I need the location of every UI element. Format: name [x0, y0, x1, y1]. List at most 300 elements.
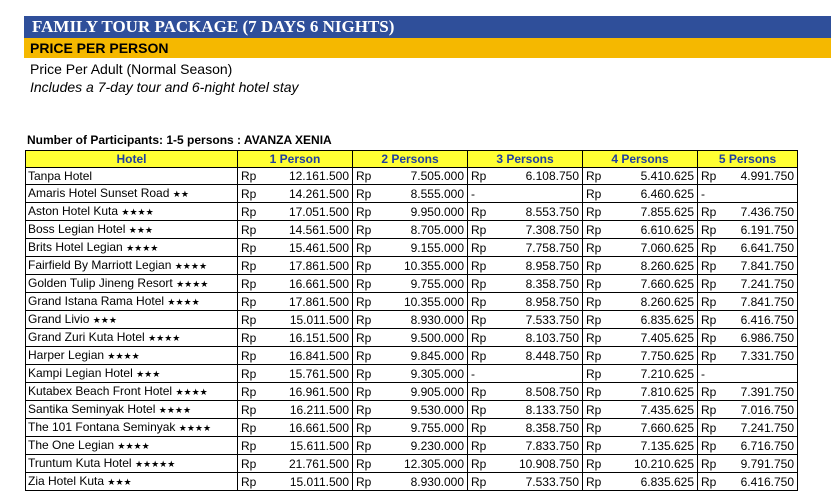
currency-label: Rp — [586, 240, 602, 255]
currency-label: Rp — [701, 438, 717, 453]
table-body — [26, 168, 798, 491]
currency-label: Rp — [356, 204, 372, 219]
price-cell — [238, 168, 353, 185]
currency-label: Rp — [471, 240, 487, 255]
price-cell — [583, 383, 698, 401]
currency-label: Rp — [356, 420, 372, 435]
hotel-name-cell — [26, 473, 238, 491]
currency-label: Rp — [356, 258, 372, 273]
price-value: 10.210.625 — [633, 456, 694, 471]
price-cell — [238, 419, 353, 437]
currency-label: Rp — [701, 240, 717, 255]
star-rating: ★★★★ — [126, 243, 159, 253]
price-value: 7.750.625 — [640, 348, 694, 363]
price-value: 9.230.000 — [410, 438, 464, 453]
currency-label: Rp — [241, 276, 257, 291]
price-cell — [353, 203, 468, 221]
price-cell — [353, 168, 468, 185]
price-value: 5.410.625 — [640, 169, 694, 183]
price-value: 15.611.500 — [289, 438, 349, 453]
currency-label: Rp — [471, 204, 487, 219]
price-cell — [468, 168, 583, 185]
currency-label: Rp — [241, 294, 257, 309]
price-cell — [698, 293, 798, 311]
currency-label: Rp — [586, 456, 602, 471]
price-cell — [583, 437, 698, 455]
price-value: 7.660.625 — [640, 276, 694, 291]
star-rating: ★★★★ — [176, 279, 209, 289]
currency-label: Rp — [471, 474, 487, 489]
currency-label: Rp — [701, 294, 717, 309]
price-cell — [238, 239, 353, 257]
participants-label: Number of Participants: 1-5 persons : AVANZA XENIA — [27, 133, 332, 147]
hotel-name: Tanpa Hotel — [28, 169, 93, 183]
price-cell — [583, 239, 698, 257]
currency-label: Rp — [586, 330, 602, 345]
price-cell — [698, 401, 798, 419]
price-value: 17.051.500 — [288, 204, 349, 219]
star-rating: ★★★★ — [175, 387, 208, 397]
price-value: 7.810.625 — [640, 384, 694, 399]
price-cell — [468, 365, 583, 383]
price-value: 6.835.625 — [640, 474, 694, 489]
currency-label: Rp — [241, 438, 257, 453]
price-cell — [238, 437, 353, 455]
column-header-5-persons: 5 Persons — [698, 151, 798, 168]
currency-label: Rp — [241, 366, 257, 381]
price-cell — [468, 401, 583, 419]
hotel-name: Grand Zuri Kuta Hotel — [28, 330, 145, 344]
table-row — [26, 473, 798, 491]
hotel-name: Golden Tulip Jineng Resort — [28, 276, 173, 290]
hotel-name-cell — [26, 347, 238, 365]
price-cell — [238, 203, 353, 221]
price-value: 16.961.500 — [288, 384, 349, 399]
price-cell — [583, 221, 698, 239]
price-value: 9.791.750 — [740, 456, 794, 471]
price-value: 9.845.000 — [410, 348, 464, 363]
price-value: 6.835.625 — [640, 312, 694, 327]
price-value: 7.505.000 — [410, 169, 464, 183]
price-value: 6.191.750 — [740, 222, 794, 237]
hotel-name-cell — [26, 329, 238, 347]
price-value: 17.861.500 — [288, 258, 349, 273]
price-value: 7.855.625 — [640, 204, 694, 219]
currency-label: Rp — [471, 276, 487, 291]
currency-label: Rp — [356, 384, 372, 399]
price-value: 8.930.000 — [410, 312, 464, 327]
price-value: 7.758.750 — [525, 240, 579, 255]
price-value: 7.241.750 — [740, 276, 794, 291]
price-cell — [698, 329, 798, 347]
hotel-name-cell — [26, 239, 238, 257]
price-cell — [698, 257, 798, 275]
price-value: 15.761.500 — [288, 366, 349, 381]
price-value: 14.261.500 — [288, 186, 349, 201]
currency-label: Rp — [586, 402, 602, 417]
currency-label: Rp — [471, 456, 487, 471]
price-value: 7.533.750 — [525, 474, 579, 489]
price-value: - — [471, 366, 475, 381]
column-header-1-person: 1 Person — [238, 151, 353, 168]
column-header-4-persons: 4 Persons — [583, 151, 698, 168]
price-cell — [468, 311, 583, 329]
price-cell — [353, 275, 468, 293]
hotel-name: Zia Hotel Kuta — [28, 474, 105, 488]
price-value: 7.331.750 — [740, 348, 794, 363]
price-cell — [353, 401, 468, 419]
table-row — [26, 455, 798, 473]
currency-label: Rp — [586, 276, 602, 291]
price-value: 15.011.500 — [289, 474, 349, 489]
star-rating: ★★★★ — [167, 297, 200, 307]
price-value: 6.610.625 — [640, 222, 694, 237]
currency-label: Rp — [586, 312, 602, 327]
currency-label: Rp — [356, 348, 372, 363]
price-value: 7.210.625 — [640, 366, 694, 381]
currency-label: Rp — [701, 276, 717, 291]
price-value: 16.661.500 — [288, 420, 349, 435]
currency-label: Rp — [586, 474, 602, 489]
price-cell — [698, 239, 798, 257]
currency-label: Rp — [701, 204, 717, 219]
hotel-name: The 101 Fontana Seminyak — [28, 420, 176, 434]
price-value: 7.060.625 — [640, 240, 694, 255]
price-value: 9.950.000 — [410, 204, 464, 219]
currency-label: Rp — [471, 384, 487, 399]
hotel-name-cell — [26, 168, 238, 185]
currency-label: Rp — [701, 312, 717, 327]
currency-label: Rp — [241, 312, 257, 327]
price-value: 7.533.750 — [525, 312, 579, 327]
price-cell — [353, 293, 468, 311]
price-cell — [238, 383, 353, 401]
price-value: - — [471, 186, 475, 201]
table-row — [26, 168, 798, 185]
package-title: FAMILY TOUR PACKAGE (7 DAYS 6 NIGHTS) — [24, 16, 831, 38]
hotel-name: Grand Livio — [28, 312, 90, 326]
price-value: 8.555.000 — [410, 186, 464, 201]
hotel-name-cell — [26, 221, 238, 239]
table-row — [26, 401, 798, 419]
price-value: 8.705.000 — [410, 222, 464, 237]
table-row — [26, 221, 798, 239]
price-cell — [238, 311, 353, 329]
price-value: 8.133.750 — [525, 402, 579, 417]
table-row — [26, 437, 798, 455]
currency-label: Rp — [586, 222, 602, 237]
hotel-name: The One Legian — [28, 438, 115, 452]
currency-label: Rp — [471, 402, 487, 417]
star-rating: ★★ — [172, 189, 189, 199]
currency-label: Rp — [356, 438, 372, 453]
price-cell — [583, 365, 698, 383]
table-row — [26, 419, 798, 437]
price-value: - — [701, 186, 705, 201]
star-rating: ★★★★ — [178, 423, 212, 433]
price-cell — [583, 329, 698, 347]
price-value: 6.108.750 — [525, 169, 579, 183]
hotel-name-cell — [26, 275, 238, 293]
price-value: 16.841.500 — [288, 348, 349, 363]
currency-label: Rp — [241, 420, 257, 435]
price-value: 17.861.500 — [288, 294, 349, 309]
star-rating: ★★★★ — [107, 351, 140, 361]
price-value: 10.355.000 — [403, 294, 464, 309]
price-cell — [698, 383, 798, 401]
price-cell — [238, 293, 353, 311]
hotel-name-cell — [26, 383, 238, 401]
currency-label: Rp — [586, 366, 602, 381]
table-row — [26, 365, 798, 383]
hotel-name-cell — [26, 455, 238, 473]
currency-label: Rp — [241, 204, 257, 219]
currency-label: Rp — [241, 456, 257, 471]
price-value: 8.260.625 — [640, 258, 694, 273]
hotel-name-cell — [26, 311, 238, 329]
price-value: 9.905.000 — [410, 384, 464, 399]
price-cell — [468, 185, 583, 203]
currency-label: Rp — [241, 258, 257, 273]
price-table — [25, 150, 798, 491]
star-rating: ★★★ — [136, 369, 161, 379]
price-cell — [583, 311, 698, 329]
price-value: 14.561.500 — [288, 222, 349, 237]
price-cell — [698, 168, 798, 185]
price-cell — [353, 239, 468, 257]
currency-label: Rp — [701, 222, 717, 237]
price-cell — [353, 473, 468, 491]
price-cell — [468, 347, 583, 365]
price-cell — [238, 329, 353, 347]
price-cell — [583, 473, 698, 491]
includes-note: Includes a 7-day tour and 6-night hotel stay — [30, 79, 299, 95]
hotel-name-cell — [26, 401, 238, 419]
price-value: 7.841.750 — [740, 258, 794, 273]
price-value: 8.358.750 — [525, 420, 579, 435]
price-value: 15.011.500 — [289, 312, 349, 327]
currency-label: Rp — [241, 222, 257, 237]
star-rating: ★★★★ — [158, 405, 192, 415]
price-cell — [468, 455, 583, 473]
table-row — [26, 347, 798, 365]
currency-label: Rp — [471, 294, 487, 309]
currency-label: Rp — [241, 186, 257, 201]
price-value: 16.211.500 — [289, 402, 349, 417]
price-value: 21.761.500 — [288, 456, 349, 471]
price-value: 8.358.750 — [525, 276, 579, 291]
price-cell — [698, 455, 798, 473]
price-value: - — [701, 366, 705, 381]
price-value: 7.660.625 — [640, 420, 694, 435]
price-cell — [698, 347, 798, 365]
currency-label: Rp — [586, 348, 602, 363]
price-cell — [583, 203, 698, 221]
currency-label: Rp — [241, 240, 257, 255]
price-value: 16.661.500 — [288, 276, 349, 291]
table-row — [26, 329, 798, 347]
hotel-name: Harper Legian — [28, 348, 105, 362]
hotel-name-cell — [26, 185, 238, 203]
price-cell — [238, 257, 353, 275]
table-row — [26, 257, 798, 275]
star-rating: ★★★ — [107, 477, 132, 487]
price-cell — [238, 275, 353, 293]
price-value: 7.016.750 — [740, 402, 794, 417]
price-cell — [698, 275, 798, 293]
currency-label: Rp — [356, 366, 372, 381]
currency-label: Rp — [471, 438, 487, 453]
price-cell — [468, 239, 583, 257]
currency-label: Rp — [241, 402, 257, 417]
price-cell — [468, 329, 583, 347]
hotel-name: Grand Istana Rama Hotel — [28, 294, 165, 308]
price-cell — [698, 419, 798, 437]
price-cell — [238, 185, 353, 203]
price-cell — [353, 383, 468, 401]
currency-label: Rp — [356, 330, 372, 345]
currency-label: Rp — [701, 348, 717, 363]
price-value: 9.305.000 — [410, 366, 464, 381]
currency-label: Rp — [356, 276, 372, 291]
price-cell — [468, 419, 583, 437]
currency-label: Rp — [471, 169, 487, 183]
price-cell — [698, 365, 798, 383]
currency-label: Rp — [356, 474, 372, 489]
hotel-name-cell — [26, 419, 238, 437]
hotel-name: Santika Seminyak Hotel — [28, 402, 156, 416]
price-per-person-banner: PRICE PER PERSON — [24, 38, 831, 58]
price-value: 7.308.750 — [525, 222, 579, 237]
price-value: 7.241.750 — [740, 420, 794, 435]
season-subtitle: Price Per Adult (Normal Season) — [30, 61, 233, 77]
table-row — [26, 239, 798, 257]
price-value: 8.553.750 — [525, 204, 579, 219]
currency-label: Rp — [241, 474, 257, 489]
price-cell — [698, 437, 798, 455]
price-cell — [583, 419, 698, 437]
price-cell — [353, 329, 468, 347]
price-cell — [238, 455, 353, 473]
price-cell — [238, 401, 353, 419]
currency-label: Rp — [471, 420, 487, 435]
currency-label: Rp — [701, 169, 717, 183]
price-value: 10.908.750 — [518, 456, 579, 471]
price-value: 15.461.500 — [288, 240, 349, 255]
currency-label: Rp — [471, 258, 487, 273]
price-value: 6.716.750 — [740, 438, 794, 453]
currency-label: Rp — [241, 384, 257, 399]
hotel-name: Kutabex Beach Front Hotel — [28, 384, 173, 398]
price-cell — [353, 185, 468, 203]
hotel-name-cell — [26, 257, 238, 275]
price-cell — [583, 401, 698, 419]
currency-label: Rp — [241, 348, 257, 363]
price-cell — [583, 455, 698, 473]
column-header-2-persons: 2 Persons — [353, 151, 468, 168]
price-value: 12.161.500 — [288, 169, 349, 183]
price-cell — [353, 347, 468, 365]
currency-label: Rp — [586, 420, 602, 435]
currency-label: Rp — [356, 169, 372, 183]
price-value: 8.103.750 — [525, 330, 579, 345]
currency-label: Rp — [356, 456, 372, 471]
hotel-name: Aston Hotel Kuta — [28, 204, 119, 218]
price-cell — [238, 221, 353, 239]
price-cell — [353, 257, 468, 275]
currency-label: Rp — [471, 348, 487, 363]
price-value: 4.991.750 — [740, 169, 794, 183]
currency-label: Rp — [701, 402, 717, 417]
currency-label: Rp — [586, 384, 602, 399]
hotel-name: Amaris Hotel Sunset Road — [28, 186, 170, 200]
price-cell — [353, 311, 468, 329]
hotel-name: Kampi Legian Hotel — [28, 366, 133, 380]
star-rating: ★★★ — [128, 225, 153, 235]
currency-label: Rp — [471, 222, 487, 237]
price-value: 16.151.500 — [288, 330, 349, 345]
table-row — [26, 383, 798, 401]
price-value: 8.448.750 — [525, 348, 579, 363]
currency-label: Rp — [701, 474, 717, 489]
price-cell — [468, 473, 583, 491]
currency-label: Rp — [356, 222, 372, 237]
star-rating: ★★★★ — [117, 441, 150, 451]
price-value: 9.530.000 — [410, 402, 464, 417]
currency-label: Rp — [356, 240, 372, 255]
price-cell — [583, 168, 698, 185]
hotel-name-cell — [26, 203, 238, 221]
hotel-name-cell — [26, 365, 238, 383]
hotel-name: Brits Hotel Legian — [28, 240, 123, 254]
price-cell — [238, 473, 353, 491]
price-cell — [353, 221, 468, 239]
price-cell — [353, 437, 468, 455]
price-cell — [353, 365, 468, 383]
price-value: 8.508.750 — [525, 384, 579, 399]
price-value: 9.500.000 — [410, 330, 464, 345]
currency-label: Rp — [586, 169, 602, 183]
price-value: 6.986.750 — [740, 330, 794, 345]
price-cell — [468, 221, 583, 239]
price-value: 8.958.750 — [525, 294, 579, 309]
price-value: 6.641.750 — [740, 240, 794, 255]
price-value: 7.135.625 — [640, 438, 694, 453]
price-value: 8.930.000 — [410, 474, 464, 489]
currency-label: Rp — [586, 258, 602, 273]
table-row — [26, 293, 798, 311]
currency-label: Rp — [356, 402, 372, 417]
price-value: 7.833.750 — [525, 438, 579, 453]
price-value: 9.155.000 — [410, 240, 464, 255]
price-cell — [583, 185, 698, 203]
currency-label: Rp — [471, 312, 487, 327]
currency-label: Rp — [586, 438, 602, 453]
currency-label: Rp — [241, 169, 257, 183]
star-rating: ★★★ — [92, 315, 117, 325]
price-cell — [468, 257, 583, 275]
price-cell — [353, 455, 468, 473]
price-cell — [698, 203, 798, 221]
price-cell — [583, 347, 698, 365]
price-value: 8.260.625 — [640, 294, 694, 309]
star-rating: ★★★★ — [121, 207, 154, 217]
currency-label: Rp — [701, 330, 717, 345]
hotel-name-cell — [26, 437, 238, 455]
price-value: 7.841.750 — [740, 294, 794, 309]
table-row — [26, 311, 798, 329]
currency-label: Rp — [586, 294, 602, 309]
